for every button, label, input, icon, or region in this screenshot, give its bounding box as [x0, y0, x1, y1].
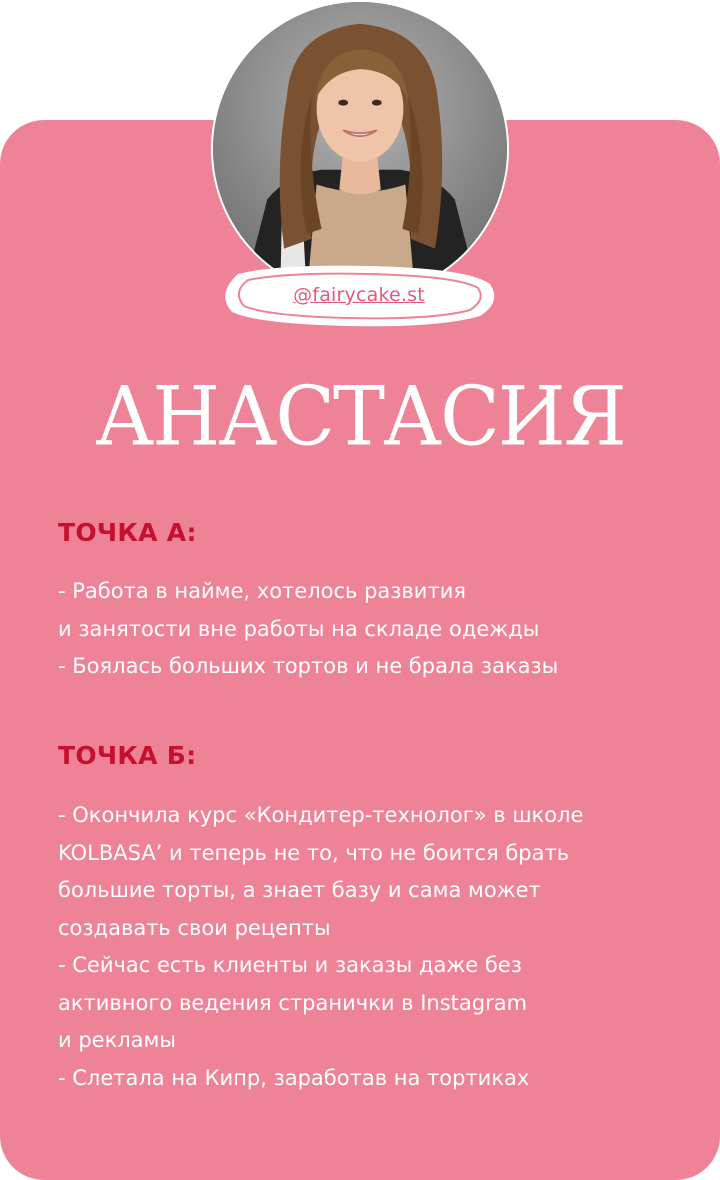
point-a-line: - Работа в найме, хотелось развития — [58, 579, 466, 603]
handle-badge[interactable] — [218, 262, 500, 328]
point-a-text — [58, 573, 678, 686]
point-b-line: создавать свои рецепты — [58, 915, 331, 940]
point-b-line: - Слетала на Кипр, заработав на тортиках — [58, 1065, 530, 1090]
point-b-line: и рекламы — [58, 1028, 176, 1052]
point-a-line: и занятости вне работы на складе одежды — [58, 616, 540, 641]
point-b-line: активного ведения странички в Instagram — [58, 990, 528, 1015]
point-b-text — [58, 797, 678, 1097]
point-b-line: - Сейчас есть клиенты и заказы даже без — [58, 953, 522, 977]
avatar-photo — [213, 2, 507, 296]
point-a-title: ТОЧКА А: — [58, 518, 197, 547]
handle-link[interactable]: @fairycake.st — [293, 284, 425, 306]
point-b-title: ТОЧКА Б: — [58, 741, 197, 770]
point-b-line: - Окончила курс «Кондитер-технолог» в школе — [58, 803, 584, 827]
point-a-line: - Боялась больших тортов и не брала заказы — [58, 654, 559, 678]
avatar — [211, 0, 509, 298]
person-name: АНАСТАСИЯ — [95, 369, 625, 465]
point-b-line: KOLBASA’ и теперь не то, что не боится брать — [58, 840, 570, 865]
point-b-line: большие торты, а знает базу и сама может — [58, 878, 541, 902]
